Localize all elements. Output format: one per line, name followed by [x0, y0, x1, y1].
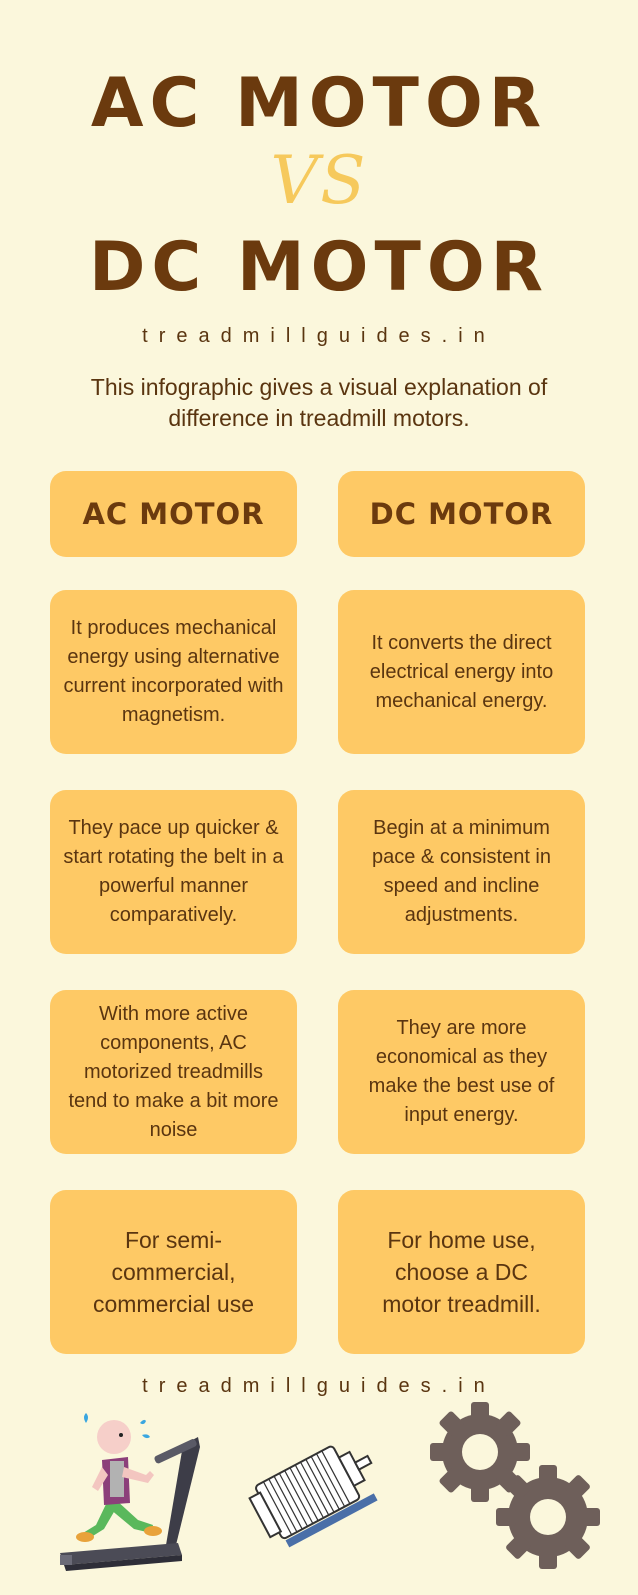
title-dc-motor: DC MOTOR: [88, 228, 550, 307]
site-url-top: treadmillguides.in: [142, 325, 496, 347]
dc-point-4: For home use, choose a DC motor treadmill.: [382, 1227, 541, 1317]
treadmill-runner-icon: [58, 1405, 213, 1575]
dc-heading: DC MOTOR: [369, 497, 554, 531]
dc-point-3: They are more economical as they make the best use of input energy.: [368, 1017, 555, 1126]
ac-heading: AC MOTOR: [82, 497, 265, 531]
dc-point-card: [338, 790, 585, 954]
dc-point-card: [338, 990, 585, 1154]
dc-point-1: It converts the direct electrical energy into mechanical energy.: [369, 631, 554, 712]
title-vs: VS: [270, 142, 368, 219]
site-url-bottom: treadmillguides.in: [142, 1375, 496, 1397]
ac-point-4: For semi-commercial, commercial use: [92, 1227, 255, 1317]
title-ac-motor: AC MOTOR: [90, 64, 548, 143]
ac-point-card: [50, 990, 297, 1154]
dc-point-card: [338, 1190, 585, 1354]
ac-point-2: They pace up quicker & start rotating the belt in a powerful manner comparatively.: [63, 817, 284, 926]
dc-point-2: Begin at a minimum pace & consistent in speed and incline adjustments.: [372, 817, 551, 926]
dc-point-card: [338, 590, 585, 754]
ac-heading-card: [50, 471, 297, 557]
ac-point-1: It produces mechanical energy using alternative current incorporated with magnetism.: [63, 617, 284, 726]
electric-motor-icon: [245, 1430, 380, 1550]
gears-icon: [428, 1400, 608, 1575]
ac-point-card: [50, 590, 297, 754]
ac-point-card: [50, 790, 297, 954]
ac-point-3: With more active components, AC motorized treadmills tend to make a bit more noise: [68, 1002, 279, 1141]
intro-text: This infographic gives a visual explanation of difference in treadmill motors.: [90, 374, 548, 431]
dc-heading-card: [338, 471, 585, 557]
ac-point-card: [50, 1190, 297, 1354]
